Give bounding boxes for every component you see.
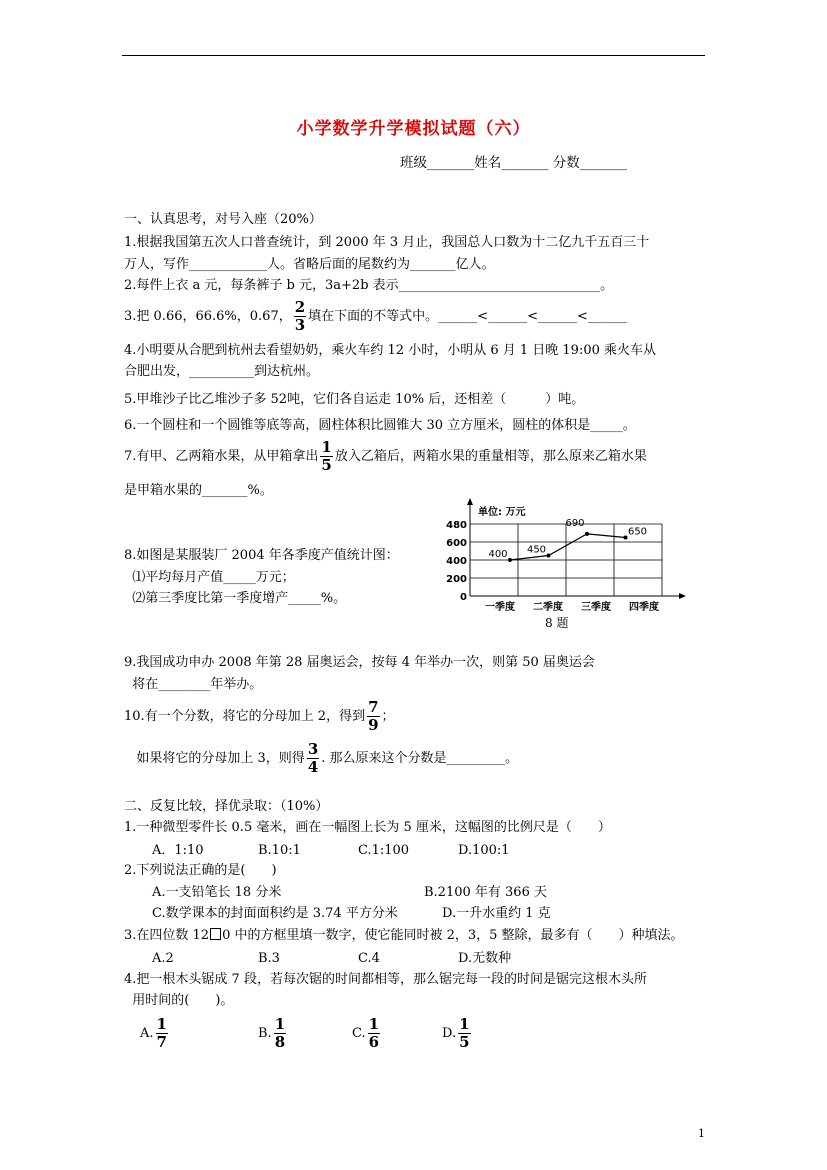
data-point [508,558,512,562]
q6: 6.一个圆柱和一个圆锥等底等高，圆柱体积比圆锥大 30 立方厘米，圆柱的体积是_____。 [124,418,636,433]
s2-q1-opt-a: A．1:10 [152,843,204,858]
x-axis-arrow [679,593,686,599]
q3: 3.把 0.66，66.6%，0.67， $\frac{2}{3}$ 填在下面的不等式中。______<______<______<______ [124,298,627,334]
s2-q4-opt-a: A. $\frac{1}{7}$ [140,1015,167,1051]
data-label: 650 [627,526,648,538]
q9-line2: 将在________年举办。 [124,677,263,692]
s2-q3: 3.在四位数 12 0 中的方框里填一数字，使它能同时被 2，3，5 整除，最多有（ ）种填法。 [124,928,684,943]
fraction: $\frac{7}{9}$ [368,698,379,734]
q7-line1: 7.有甲、乙两箱水果，从甲箱拿出 $\frac{1}{5}$ 放入乙箱后，两箱水果的重量相等，那么原来乙箱水果 [124,438,647,474]
q8-line2: ⑴平均每月产值_____万元； [124,570,295,585]
fraction: $\frac{2}{3}$ [294,298,306,334]
s2-q2-opt-a: A.一支铅笔长 18 分米 [152,885,282,900]
y-tick-label: 200 [446,574,467,585]
data-point [585,532,589,536]
s2-q2-opt-b: B.2100 年有 366 天 [424,885,547,900]
s2-q4-opt-c: C. $\frac{1}{6}$ [352,1015,380,1051]
x-tick-label: 一季度 [485,602,515,613]
s2-q2: 2.下列说法正确的是( ) [124,863,277,878]
s2-q1: 1.一种微型零件长 0.5 毫米，画在一幅图上长为 5 厘米，这幅图的比例尺是（ ） [124,820,611,835]
q9-line1: 9.我国成功申办 2008 年第 28 届奥运会，按每 4 年举办一次，则第 50 届奥运会 [124,655,595,670]
y-tick-label: 400 [446,556,467,567]
q1-line2: 万人，写作____________人。省略后面的尾数约为_______亿人。 [124,257,495,272]
s2-q3-opt-d: D.无数种 [458,951,512,966]
q10-line1: 10.有一个分数，将它的分母加上 2，得到 $\frac{7}{9}$ ； [124,698,395,734]
s2-q4-opt-d: D. $\frac{1}{5}$ [442,1015,470,1051]
data-label: 400 [488,549,508,560]
q7-line2: 是甲箱水果的_______%。 [124,483,273,498]
section2-heading: 二、反复比较，择优录取：（10%） [124,799,329,814]
fraction: $\frac{1}{6}$ [368,1015,380,1051]
y-axis-arrow [467,498,473,505]
q8-line1: 8.如图是某服装厂 2004 年各季度产值统计图： [124,548,399,563]
fraction: $\frac{1}{5}$ [459,1015,470,1051]
s2-q4-line1: 4.把一根木头锯成 7 段，若每次锯的时间都相等，那么锯完每一段的时间是锯完这根木头所 [124,972,647,987]
s2-q3-opt-b: B.3 [258,951,280,966]
chart-unit-label: 单位: 万元 [478,507,526,518]
s2-q3-opt-c: C.4 [358,951,380,966]
s2-q2-opt-d: D.一升水重约 1 克 [442,906,551,921]
data-label: 690 [565,517,585,529]
blank-box [210,928,221,940]
data-label: 450 [526,544,547,556]
student-info: 班级_______姓名_______ 分数_______ [400,155,628,171]
q1-line1: 1.根据我国第五次人口普查统计，到 2000 年 3 月止，我国总人口数为十二亿九千五百三十 [124,235,650,250]
x-tick-label: 三季度 [581,602,611,613]
s2-q1-opt-c: C.1:100 [358,843,410,858]
s2-q2-opt-c: C.数学课本的封面面积约是 3.74 平方分米 [152,906,398,921]
data-point [624,536,628,540]
q8-line3: ⑵第三季度比第一季度增产_____%。 [124,591,347,606]
s2-q4-line2: 用时间的( )。 [124,993,234,1008]
fraction: $\frac{1}{5}$ [321,438,332,474]
page-title: 小学数学升学模拟试题（六） [296,119,531,139]
fraction: $\frac{3}{4}$ [307,740,319,776]
fraction: $\frac{1}{8}$ [274,1015,286,1051]
section1-heading: 一、认真思考，对号入座（20%） [124,212,322,227]
s2-q3-opt-a: A.2 [152,951,174,966]
q5: 5.甲堆沙子比乙堆沙子多 52吨，它们各自运走 10% 后，还相差（ ）吨。 [124,392,585,407]
page-number: 1 [698,1127,705,1140]
x-tick-label: 四季度 [629,602,659,613]
fraction: $\frac{1}{7}$ [156,1015,167,1051]
q4-line1: 4.小明要从合肥到杭州去看望奶奶，乘火车约 12 小时，小明从 6 月 1 日晚 19:00 乘火车从 [124,343,657,358]
y-tick-label: 480 [446,520,467,531]
top-rule [122,55,705,56]
q8-caption: 8 题 [545,616,569,630]
y-tick-label: 0 [460,592,467,603]
x-tick-label: 二季度 [533,602,563,613]
s2-q1-opt-d: D.100:1 [458,843,510,858]
s2-q1-opt-b: B.10:1 [258,843,301,858]
q10-line2: 如果将它的分母加上 3，则得 $\frac{3}{4}$ . 那么原来这个分数是_________。 [124,740,519,776]
q4-line2: 合肥出发，__________到达杭州。 [124,364,320,379]
data-point [547,554,551,558]
y-tick-label: 600 [446,538,467,549]
s2-q4-opt-b: B. $\frac{1}{8}$ [258,1015,286,1051]
q2: 2.每件上衣 a 元，每条裤子 b 元，3a+2b 表示_______________________________。 [124,278,614,293]
quarterly-output-chart [440,496,690,632]
